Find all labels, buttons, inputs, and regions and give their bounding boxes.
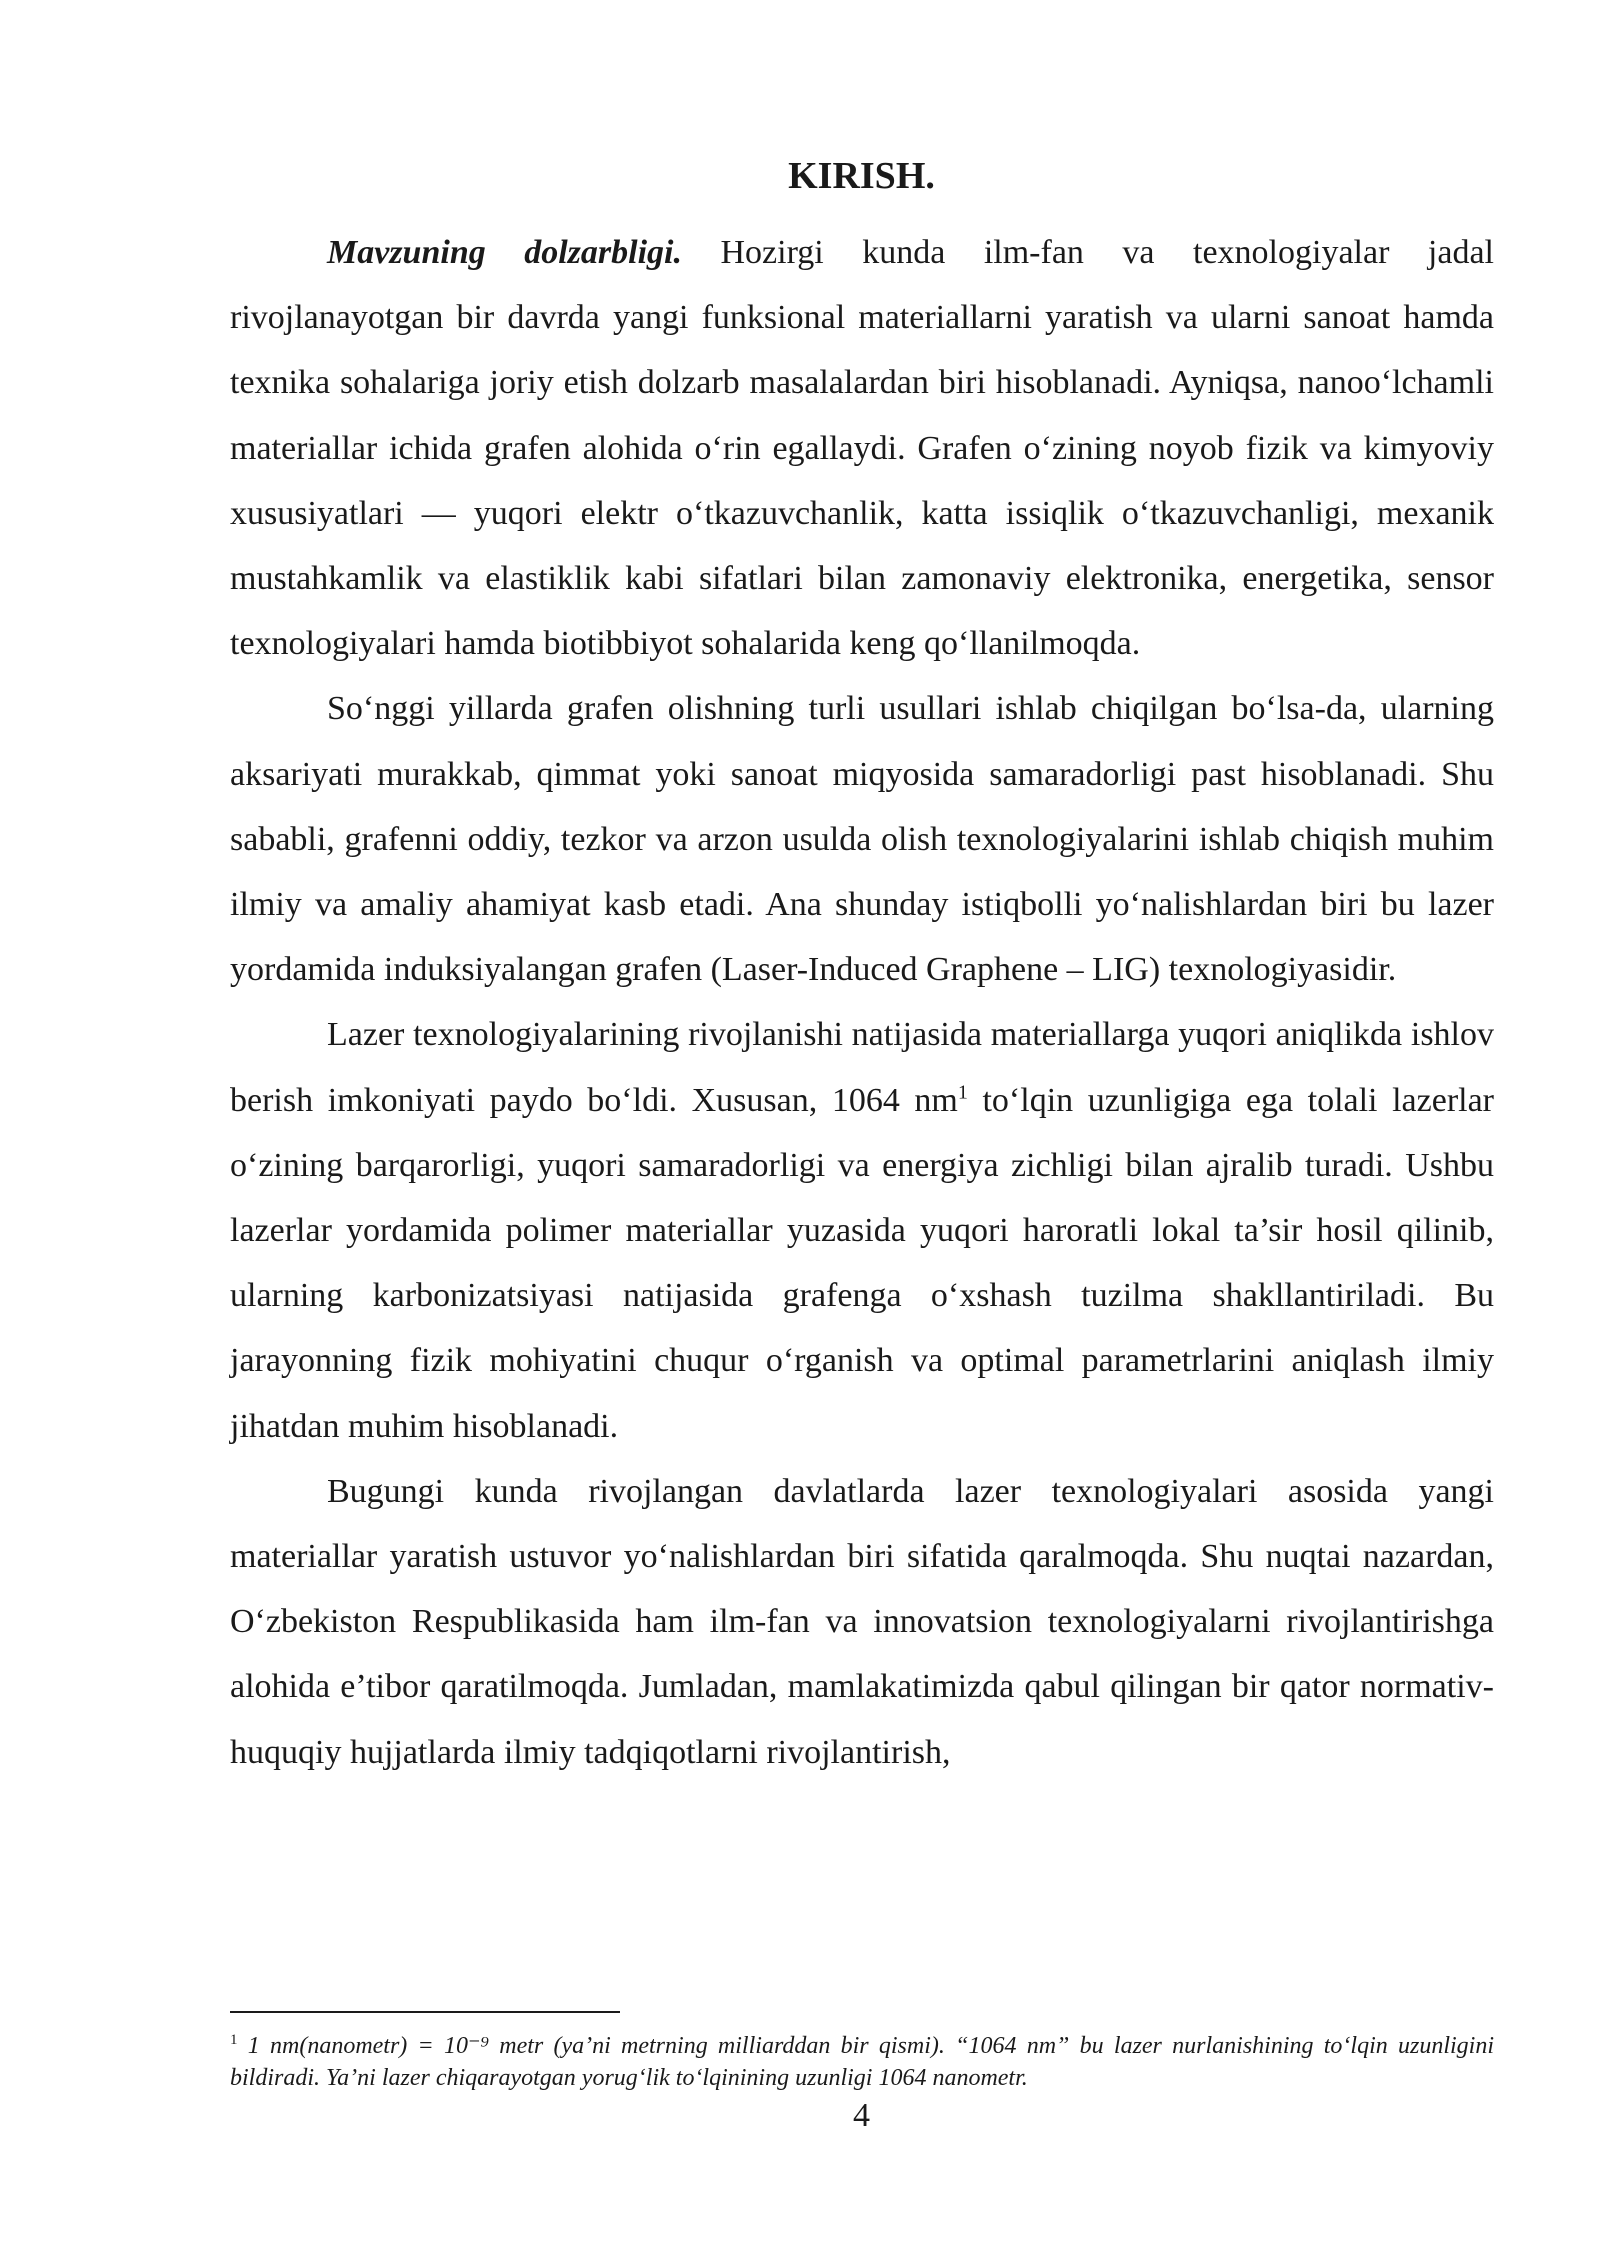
footnote-mark: 1 [230, 2032, 238, 2048]
footnote [230, 2030, 1494, 2094]
footnote-reference: 1 [957, 1081, 968, 1104]
paragraph-laser [230, 1002, 1494, 1458]
page-number: 4 [853, 2097, 870, 2134]
paragraph-lead: Mavzuning dolzarbligi. [327, 234, 682, 271]
paragraph-text: to‘lqin uzunligiga ega tolali lazerlar o‘zining barqarorligi, yuqori samaradorligi va energiya zichligi bilan ajralib turadi. Ushbu lazerlar yordamida polimer materiallar yuzasida yuqori haroratli lokal ta’sir hosil qilinib, ularning karbonizatsiyasi natijasida grafenga o‘xshash tuzilma shakllantiriladi. Bu jarayonning fizik mohiyatini chuqur o‘rganish va optimal parametrlarini aniqlash ilmiy jihatdan muhim hisoblanadi. [230, 1081, 1495, 1445]
body-text [230, 220, 1494, 1785]
paragraph-uzbekistan [230, 1459, 1494, 1785]
paragraph-text: Hozirgi kunda ilm-fan va texnologiyalar jadal rivojlanayotgan bir davrda yangi funksional materiallarni yaratish va ularni sanoat hamda texnika sohalariga joriy etish dolzarb masalalardan biri hisoblanadi. Ayniqsa, nanoo‘lchamli materiallar ichida grafen alohida o‘rin egallaydi. Grafen o‘zining noyob fizik va kimyoviy xususiyatlari — yuqori elektr o‘tkazuvchanlik, katta issiqlik o‘tkazuvchanligi, mexanik mustahkamlik va elastiklik kabi sifatlari bilan zamonaviy elektronika, energetika, sensor texnologiyalari hamda biotibbiyot sohalarida keng qo‘llanilmoqda. [230, 234, 1494, 663]
paragraph-relevance [230, 220, 1494, 676]
page-title: KIRISH. [788, 155, 935, 197]
footnote-separator [230, 2011, 620, 2013]
paragraph-text: Lazer texnologiyalarining rivojlanishi natijasida materiallarga yuqori aniqlikda ishlov berish imkoniyati paydo bo‘ldi. Xususan, 1064 nm [230, 1016, 1494, 1119]
paragraph-text: So‘nggi yillarda grafen olishning turli usullari ishlab chiqilgan bo‘lsa-da, ularning aksariyati murakkab, qimmat yoki sanoat miqyosida samaradorligi past hisoblanadi. Shu sababli, grafenni oddiy, tezkor va arzon usulda olish texnologiyalarini ishlab chiqish muhim ilmiy va amaliy ahamiyat kasb etadi. Ana shunday istiqbolli yo‘nalishlardan biri bu lazer yordamida induksiyalangan grafen (Laser-Induced Graphene – LIG) texnologiyasidir. [230, 690, 1494, 989]
paragraph-methods [230, 676, 1494, 1002]
footnote-text: 1 nm(nanometr) = 10⁻⁹ metr (ya’ni metrning milliarddan bir qismi). “1064 nm” bu lazer nurlanishining to‘lqin uzunligini bildiradi. Ya’ni lazer chiqarayotgan yorug‘lik to‘lqinining uzunligi 1064 nanometr. [230, 2033, 1494, 2091]
paragraph-text: Bugungi kunda rivojlangan davlatlarda lazer texnologiyalari asosida yangi materiallar yaratish ustuvor yo‘nalishlardan biri sifatida qaralmoqda. Shu nuqtai nazardan, O‘zbekiston Respublikasida ham ilm-fan va innovatsion texnologiyalarni rivojlantirishga alohida e’tibor qaratilmoqda. Jumladan, mamlakatimizda qabul qilingan bir qator normativ-huquqiy hujjatlarda ilmiy tadqiqotlarni rivojlantirish, [230, 1472, 1494, 1771]
